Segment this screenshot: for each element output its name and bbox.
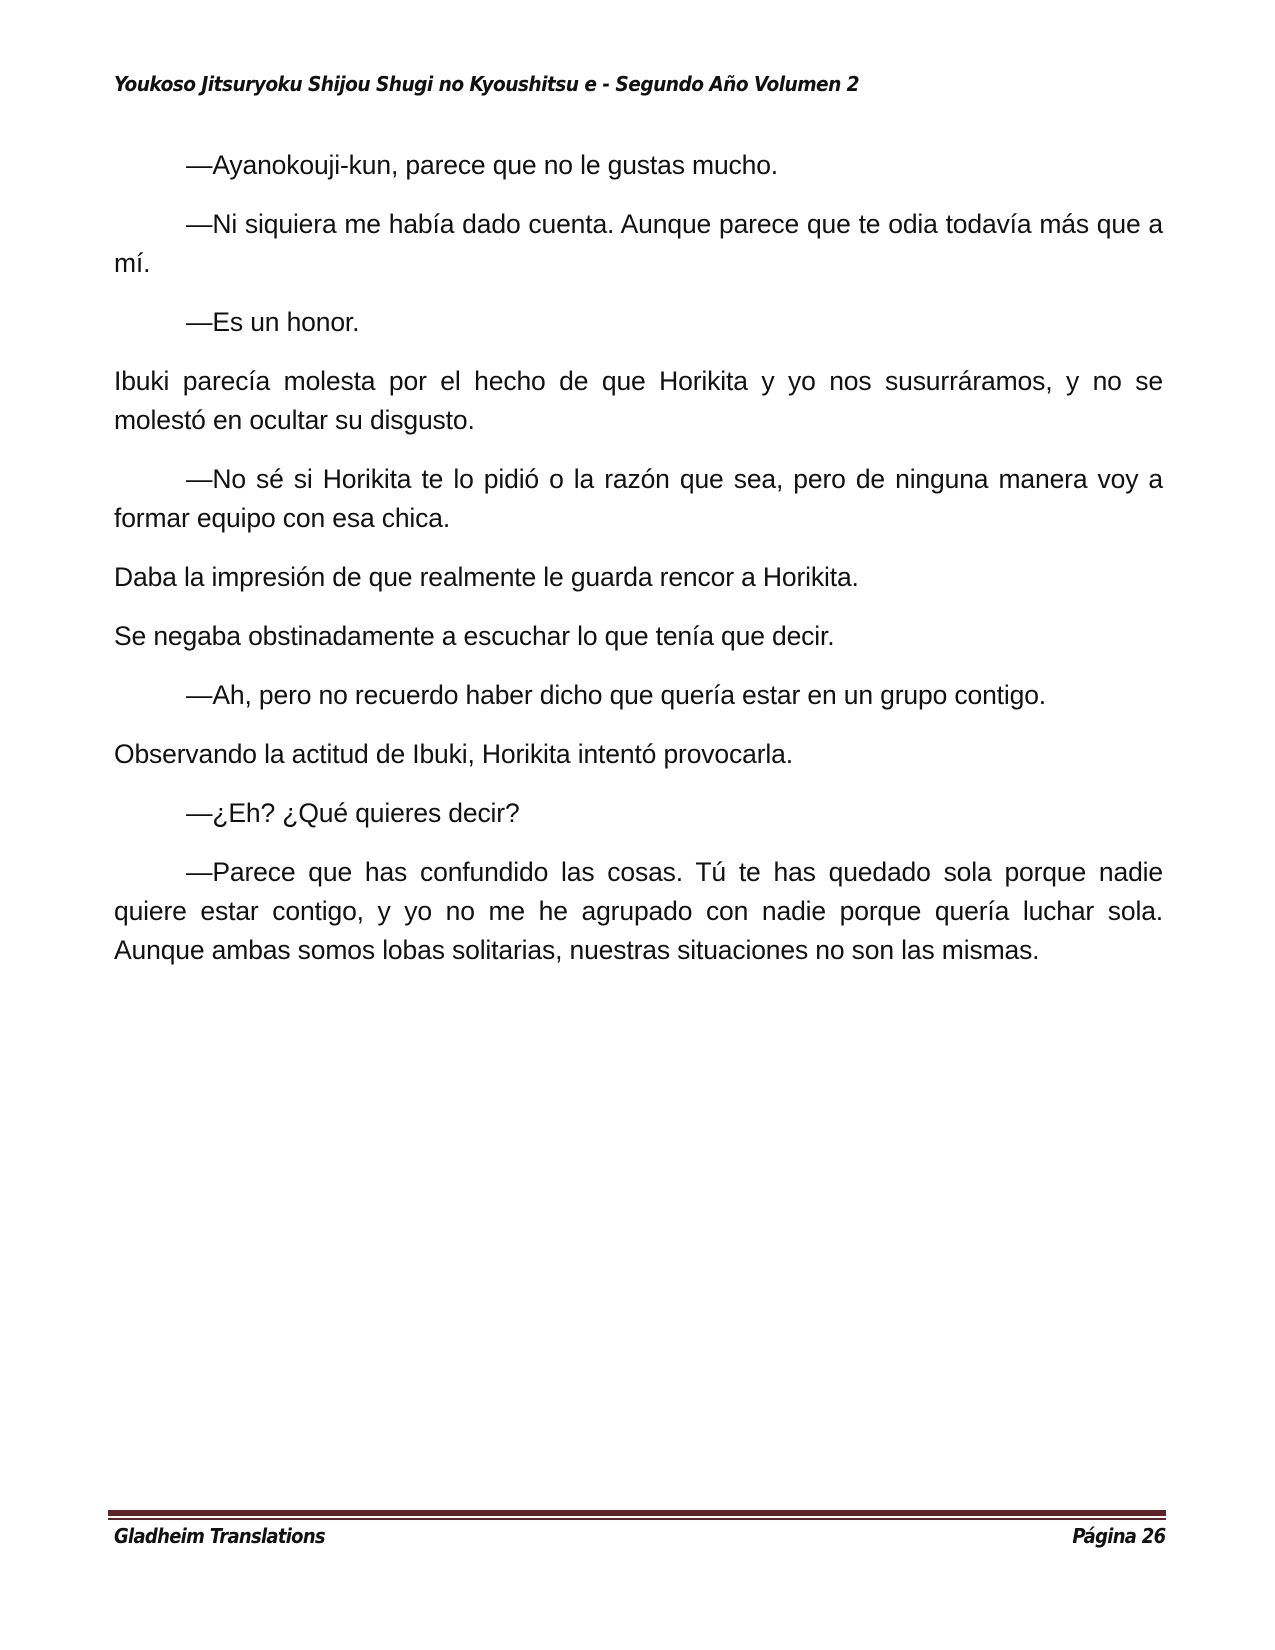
footer-publisher: Gladheim Translations [114,1524,325,1548]
paragraph: —No sé si Horikita te lo pidió o la razón que sea, pero de ninguna manera voy a formar equipo con esa chica. [114,464,1163,533]
page-number: Página 26 [1071,1524,1165,1548]
paragraph: Daba la impresión de que realmente le guarda rencor a Horikita. [114,562,859,592]
paragraph: —Parece que has confundido las cosas. Tú te has quedado sola porque nadie quiere estar contigo, y yo no me he agrupado con nadie porque quería luchar sola. Aunque ambas somos lobas solitarias, nuestras situaciones no son las mismas. [114,857,1163,965]
paragraph: Ibuki parecía molesta por el hecho de que Horikita y yo nos susurráramos, y no se molestó en ocultar su disgusto. [114,366,1163,435]
running-header: Youkoso Jitsuryoku Shijou Shugi no Kyoushitsu e - Segundo Año Volumen 2 [114,72,860,96]
footer-divider-thin [108,1518,1166,1520]
page-body [114,146,1163,990]
footer-divider-thick [108,1510,1166,1516]
paragraph: —Ni siquiera me había dado cuenta. Aunque parece que te odia todavía más que a mí. [114,209,1163,278]
paragraph: —Ayanokouji-kun, parece que no le gustas mucho. [186,150,779,180]
paragraph: —¿Eh? ¿Qué quieres decir? [186,798,520,828]
paragraph: —Es un honor. [186,307,360,337]
paragraph: —Ah, pero no recuerdo haber dicho que quería estar en un grupo contigo. [186,680,1047,710]
paragraph: Observando la actitud de Ibuki, Horikita intentó provocarla. [114,739,793,769]
paragraph: Se negaba obstinadamente a escuchar lo que tenía que decir. [114,621,835,651]
